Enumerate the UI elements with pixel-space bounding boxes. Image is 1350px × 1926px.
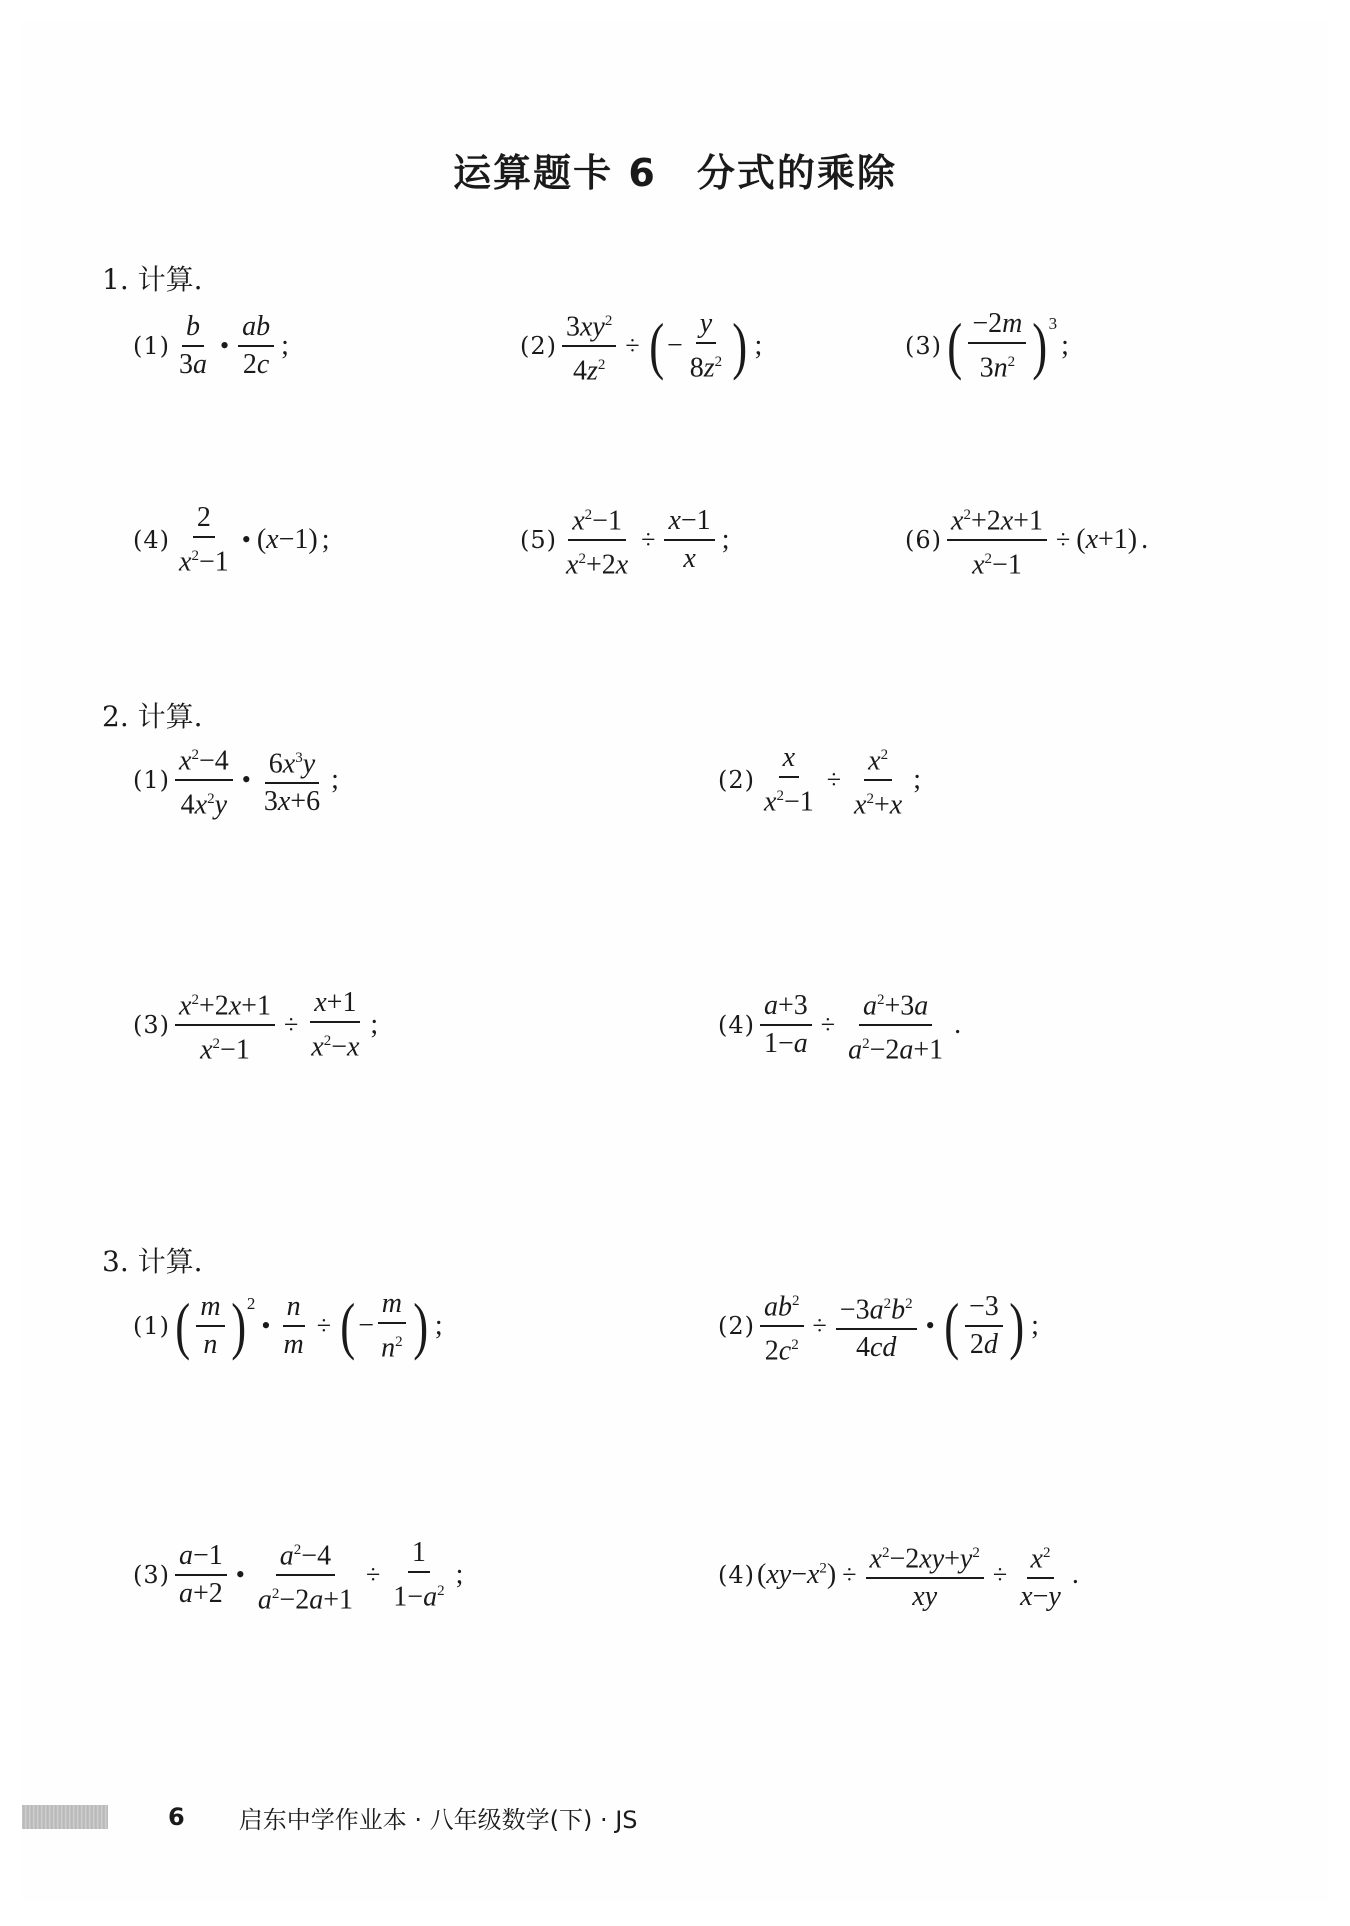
problem-2-2: (2) $\frac{x}{x^2-1}$ ÷ $\frac{x^2}{x^2+x}$ ;	[718, 730, 921, 830]
title-card: 运算题卡 6	[453, 151, 657, 195]
footer-decoration-bar	[22, 1805, 108, 1829]
problem-3-4: (4) $(xy-x^2)$ ÷ $\frac{x^2-2xy+y^2}{xy}$ ÷ $\frac{x^2}{x-y}$ .	[718, 1525, 1079, 1625]
problem-3-2: (2) $\frac{ab^2}{2c^2}$ ÷ $\frac{-3a^2b^2}{4cd}$ • ( $\frac{-3}{2d}$ ) ;	[718, 1276, 1039, 1376]
problem-3-3: (3) $\frac{a-1}{a+2}$ • $\frac{a^2-4}{a^2-2a+1}$ ÷ $\frac{1}{1-a^2}$ ;	[133, 1525, 463, 1625]
problem-1-6: (6) $\frac{x^2+2x+1}{x^2-1}$ ÷ (x+1) .	[905, 490, 1148, 590]
problem-1-5: (5) $\frac{x^2-1}{x^2+2x}$ ÷ $\frac{x-1}{x}$ ;	[520, 490, 729, 590]
problem-2-1: (1) $\frac{x^2-4}{4x^2y}$ • $\frac{6x^3y}{3x+6}$ ;	[133, 730, 339, 830]
problem-1-2: (2) $\frac{3xy^2}{4z^2}$ ÷ ( − $\frac{y}{8z^2}$ ) ;	[520, 296, 762, 396]
book-title: 启东中学作业本 · 八年级数学(下) · JS	[238, 1805, 638, 1834]
page-title	[0, 142, 1350, 197]
problem-3-1: (1) ( $\frac{m}{n}$ ) 2 • $\frac{n}{m}$ ÷ ( − $\frac{m}{n^2}$ ) ;	[133, 1287, 443, 1364]
problem-1-1: (1) $\frac{b}{3a}$ • $\frac{ab}{2c}$ ;	[133, 311, 289, 380]
section-2-heading: 2. 计算.	[102, 700, 203, 733]
problem-1-3: (3) ( $\frac{-2m}{3n^2}$ ) 3 ;	[905, 307, 1069, 384]
problem-2-4: (4) $\frac{a+3}{1-a}$ ÷ $\frac{a^2+3a}{a^2-2a+1}$ .	[718, 975, 961, 1075]
problem-2-3: (3) $\frac{x^2+2x+1}{x^2-1}$ ÷ $\frac{x+1}{x^2-x}$ ;	[133, 975, 378, 1075]
section-1-heading: 1. 计算.	[102, 263, 203, 296]
page-number: 6	[168, 1803, 185, 1831]
page-footer	[22, 1802, 638, 1832]
title-topic: 分式的乘除	[696, 151, 897, 195]
problem-1-4: (4) $\frac{2}{x^2-1}$ • (x−1) ;	[133, 501, 330, 578]
section-3-heading: 3. 计算.	[102, 1245, 203, 1278]
